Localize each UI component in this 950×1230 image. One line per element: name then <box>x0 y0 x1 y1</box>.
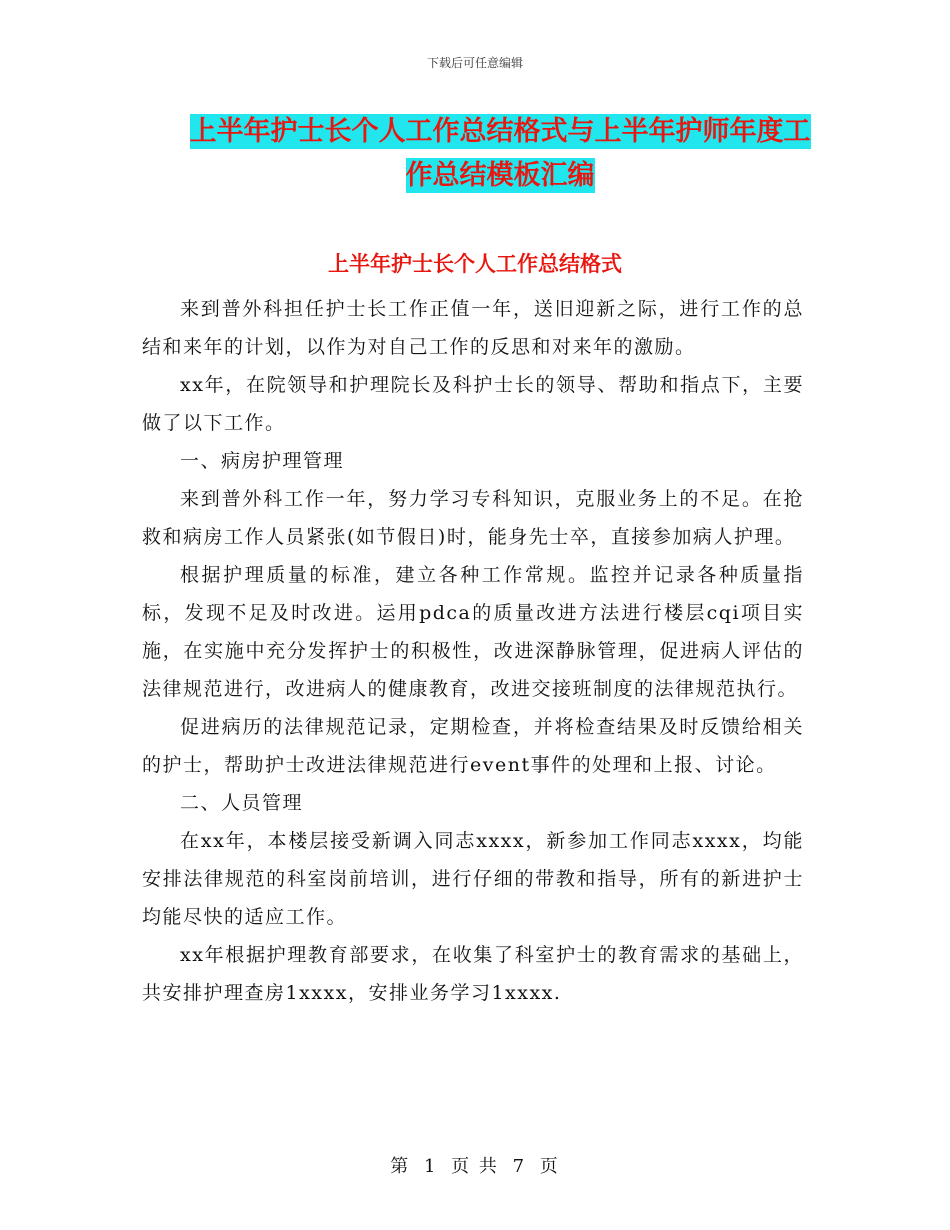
page-total: 7 <box>512 1156 527 1177</box>
subheading-ward-nursing-management: 一、病房护理管理 <box>180 450 345 472</box>
document-body <box>142 290 804 1012</box>
paragraph: xx年根据护理教育部要求，在收集了科室护士的教育需求的基础上，共安排护理查房1xxxx，安排业务学习1xxxx. <box>142 944 804 1004</box>
section-title: 上半年护士长个人工作总结格式 <box>328 252 622 276</box>
paragraph: 来到普外科工作一年，努力学习专科知识，克服业务上的不足。在抢救和病房工作人员紧张(如节假日)时，能身先士卒，直接参加病人护理。 <box>142 488 804 548</box>
footer-prefix: 第 <box>390 1156 411 1177</box>
header-note: 下载后可任意编辑 <box>426 56 523 70</box>
page-footer <box>0 1152 950 1178</box>
paragraph: 在xx年，本楼层接受新调入同志xxxx，新参加工作同志xxxx，均能安排法律规范的科室岗前培训，进行仔细的带教和指导，所有的新进护士均能尽快的适应工作。 <box>142 830 804 928</box>
footer-suffix: 页 <box>539 1156 560 1177</box>
paragraph: 促进病历的法律规范记录，定期检查，并将检查结果及时反馈给相关的护士，帮助护士改进法律规范进行event事件的处理和上报、讨论。 <box>142 716 804 776</box>
document-title-line-2: 作总结模板汇编 <box>405 160 595 191</box>
subheading-personnel-management: 二、人员管理 <box>180 792 304 814</box>
document-title-line-1: 上半年护士长个人工作总结格式与上半年护师年度工 <box>189 116 811 147</box>
paragraph: 来到普外科担任护士长工作正值一年，送旧迎新之际，进行工作的总结和来年的计划，以作为对自己工作的反思和对来年的激励。 <box>142 298 804 358</box>
footer-mid: 页 共 <box>451 1156 499 1177</box>
paragraph: xx年，在院领导和护理院长及科护士长的领导、帮助和指点下，主要做了以下工作。 <box>142 374 804 434</box>
paragraph: 根据护理质量的标准，建立各种工作常规。监控并记录各种质量指标，发现不足及时改进。运用pdca的质量改进方法进行楼层cqi项目实施，在实施中充分发挥护士的积极性，改进深静脉管理，促进病人评估的法律规范进行，改进病人的健康教育，改进交接班制度的法律规范执行。 <box>142 564 804 700</box>
document-title <box>150 110 850 198</box>
page-number: 1 <box>423 1156 438 1177</box>
